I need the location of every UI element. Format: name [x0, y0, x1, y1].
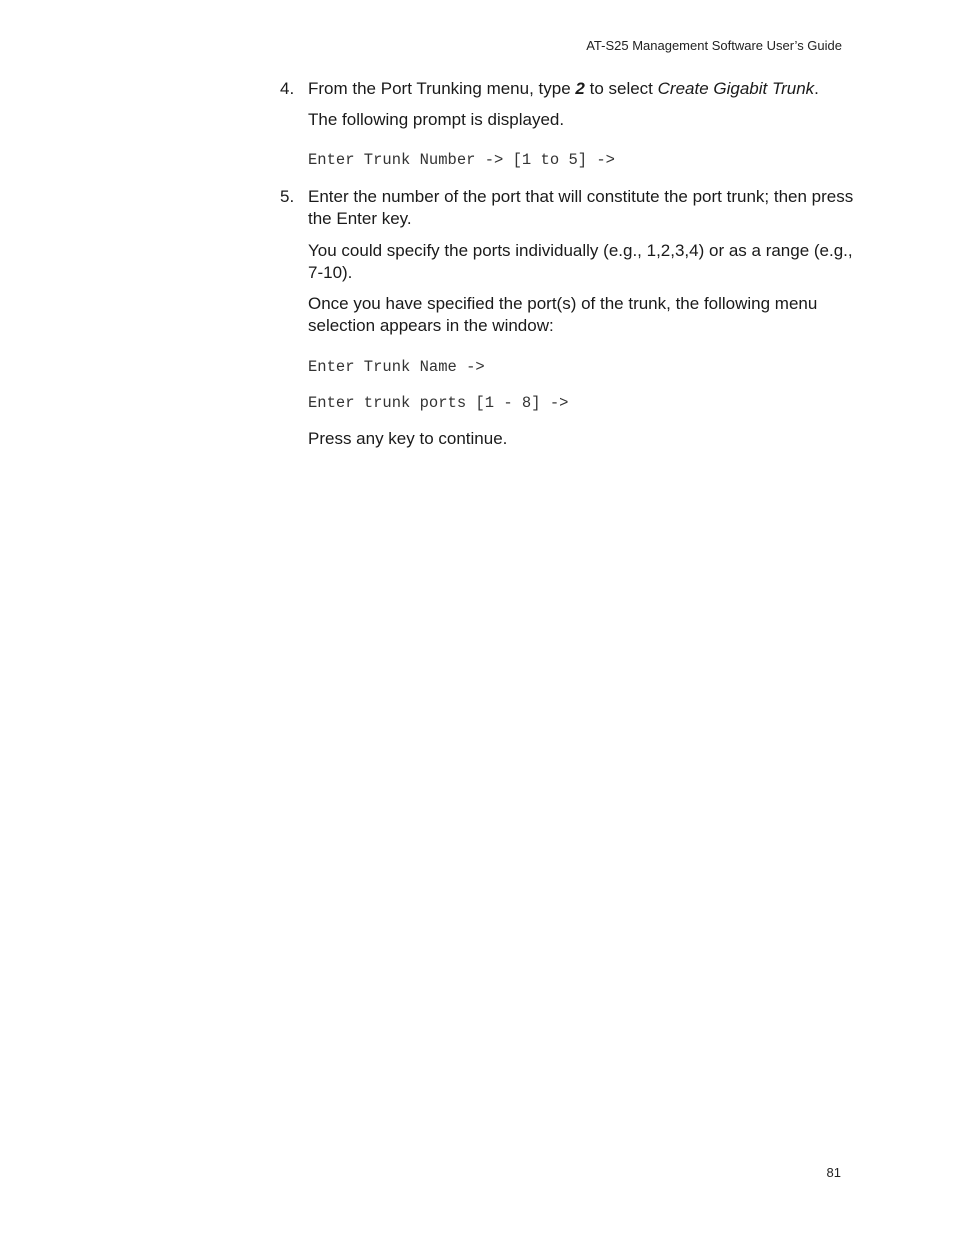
menu-info: Once you have specified the port(s) of the trunk, the following menu selection appears in the window:	[308, 294, 818, 335]
page-number: 81	[826, 1165, 841, 1180]
step-text: From the Port Trunking menu, type 2 to select Create Gigabit Trunk.	[308, 79, 819, 98]
prompt-trunk-number: Enter Trunk Number -> [1 to 5] ->	[308, 151, 615, 169]
follow-text: The following prompt is displayed.	[308, 110, 565, 129]
ports-info: You could specify the ports individually (e.g., 1,2,3,4) or as a range (e.g., 7-10).	[308, 241, 853, 282]
running-header: AT-S25 Management Software User’s Guide	[586, 38, 842, 53]
step-number: 5.	[280, 187, 295, 206]
prompt-trunk-name: Enter Trunk Name ->	[308, 358, 485, 376]
menu-option: Create Gigabit Trunk	[657, 79, 815, 98]
step-text: Enter the number of the port that will constitute the port trunk; then press the Enter key.	[308, 187, 854, 228]
prompt-trunk-ports: Enter trunk ports [1 - 8] ->	[308, 394, 569, 412]
step-number: 4.	[280, 79, 295, 98]
page-content	[280, 78, 855, 450]
closing-text: Press any key to continue.	[308, 429, 508, 448]
step-5	[280, 186, 855, 230]
step-4	[280, 78, 855, 100]
menu-key: 2	[575, 79, 585, 98]
